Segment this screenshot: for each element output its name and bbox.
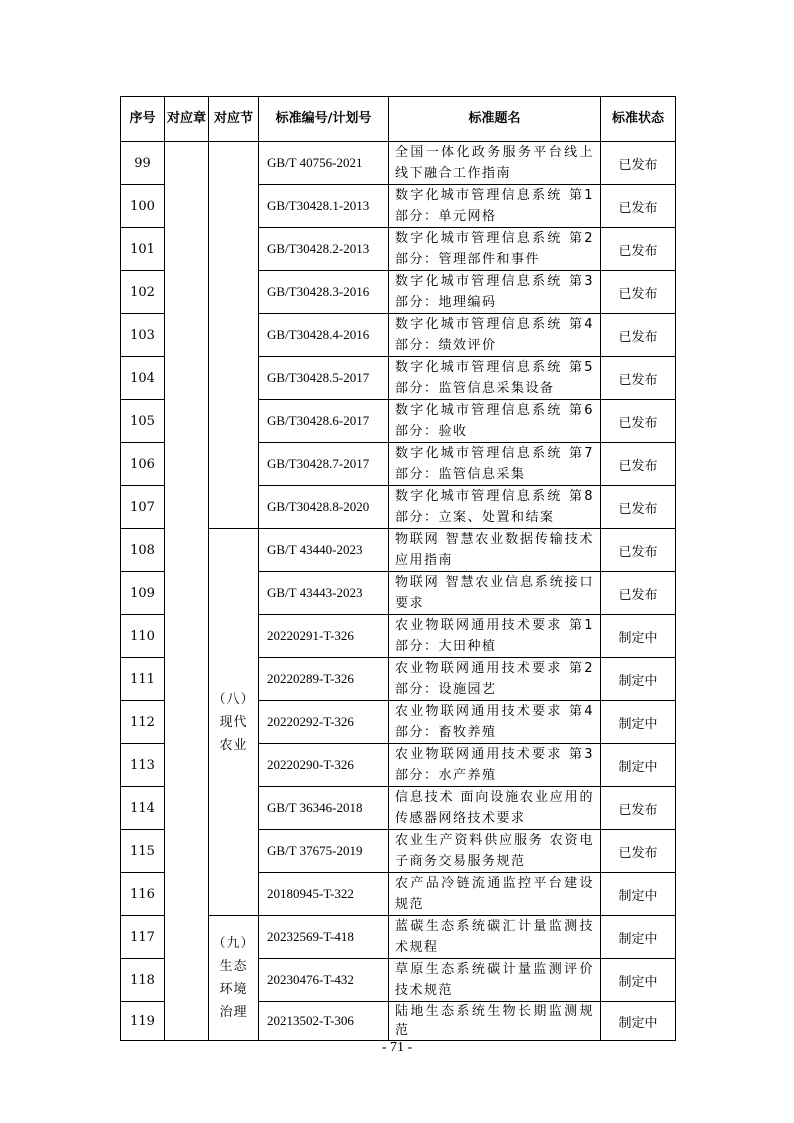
standard-title: 陆地生态系统生物长期监测规范: [389, 1002, 601, 1041]
section-label-line: 现代: [219, 714, 248, 730]
row-number: 110: [121, 615, 165, 658]
standard-status: 已发布: [601, 357, 676, 400]
chapter-cell: [165, 142, 209, 1041]
standard-code: GB/T30428.4-2016: [259, 314, 389, 357]
header-code: 标准编号/计划号: [259, 97, 389, 142]
section-label-line: 环境: [219, 982, 248, 997]
row-number: 117: [121, 916, 165, 959]
standard-status: 制定中: [601, 1002, 676, 1041]
standard-code: GB/T 37675-2019: [259, 830, 389, 873]
standard-status: 已发布: [601, 400, 676, 443]
header-row: [121, 97, 676, 142]
standard-title: 农业物联网通用技术要求 第3部分：水产养殖: [389, 744, 601, 787]
row-number: 104: [121, 357, 165, 400]
row-number: 105: [121, 400, 165, 443]
standard-title: 数字化城市管理信息系统 第2部分：管理部件和事件: [389, 228, 601, 271]
section-cell: [209, 916, 259, 1041]
row-number: 116: [121, 873, 165, 916]
row-number: 113: [121, 744, 165, 787]
standard-status: 制定中: [601, 959, 676, 1002]
standard-code: GB/T30428.2-2013: [259, 228, 389, 271]
standard-status: 制定中: [601, 701, 676, 744]
standard-code: GB/T 43440-2023: [259, 529, 389, 572]
standard-code: GB/T30428.8-2020: [259, 486, 389, 529]
standard-code: GB/T30428.3-2016: [259, 271, 389, 314]
standards-table: [120, 96, 676, 1041]
standard-code: 20180945-T-322: [259, 873, 389, 916]
standard-title: 数字化城市管理信息系统 第6部分：验收: [389, 400, 601, 443]
standard-code: 20220290-T-326: [259, 744, 389, 787]
standard-title: 数字化城市管理信息系统 第5部分：监管信息采集设备: [389, 357, 601, 400]
standard-status: 已发布: [601, 443, 676, 486]
standard-status: 已发布: [601, 185, 676, 228]
standard-title: 蓝碳生态系统碳汇计量监测技术规程: [389, 916, 601, 959]
standard-title: 数字化城市管理信息系统 第3部分：地理编码: [389, 271, 601, 314]
standard-title: 农产品冷链流通监控平台建设规范: [389, 873, 601, 916]
row-number: 112: [121, 701, 165, 744]
standard-code: 20232569-T-418: [259, 916, 389, 959]
section-label-line: 治理: [219, 1005, 248, 1020]
row-number: 109: [121, 572, 165, 615]
row-number: 100: [121, 185, 165, 228]
standard-title: 数字化城市管理信息系统 第8部分：立案、处置和结案: [389, 486, 601, 529]
header-status: 标准状态: [601, 97, 676, 142]
row-number: 103: [121, 314, 165, 357]
row-number: 108: [121, 529, 165, 572]
standard-title: 全国一体化政务服务平台线上线下融合工作指南: [389, 142, 601, 185]
standard-code: GB/T 36346-2018: [259, 787, 389, 830]
standard-code: 20230476-T-432: [259, 959, 389, 1002]
standard-status: 已发布: [601, 529, 676, 572]
standard-status: 已发布: [601, 572, 676, 615]
section-label-line: 农业: [219, 737, 248, 753]
standard-title: 农业物联网通用技术要求 第1部分：大田种植: [389, 615, 601, 658]
standard-title: 数字化城市管理信息系统 第7部分：监管信息采集: [389, 443, 601, 486]
row-number: 115: [121, 830, 165, 873]
standard-title: 草原生态系统碳计量监测评价技术规范: [389, 959, 601, 1002]
standard-status: 制定中: [601, 615, 676, 658]
row-number: 119: [121, 1002, 165, 1041]
standard-code: GB/T30428.1-2013: [259, 185, 389, 228]
standard-status: 已发布: [601, 142, 676, 185]
standard-title: 农业生产资料供应服务 农资电子商务交易服务规范: [389, 830, 601, 873]
table-row: [121, 142, 676, 185]
row-number: 99: [121, 142, 165, 185]
section-label-line: 生态: [219, 959, 248, 974]
standard-status: 已发布: [601, 228, 676, 271]
section-label-line: （八）: [212, 691, 255, 707]
standard-title: 物联网 智慧农业信息系统接口要求: [389, 572, 601, 615]
standard-code: GB/T 40756-2021: [259, 142, 389, 185]
standard-status: 制定中: [601, 873, 676, 916]
header-no: 序号: [121, 97, 165, 142]
standard-status: 已发布: [601, 314, 676, 357]
section-cell: [209, 529, 259, 916]
row-number: 118: [121, 959, 165, 1002]
header-title: 标准题名: [389, 97, 601, 142]
standard-code: 20213502-T-306: [259, 1002, 389, 1041]
standard-code: GB/T30428.5-2017: [259, 357, 389, 400]
row-number: 114: [121, 787, 165, 830]
standard-title: 物联网 智慧农业数据传输技术应用指南: [389, 529, 601, 572]
header-section: 对应节: [209, 97, 259, 142]
standard-status: 已发布: [601, 830, 676, 873]
standard-title: 数字化城市管理信息系统 第4部分：绩效评价: [389, 314, 601, 357]
standard-status: 已发布: [601, 787, 676, 830]
row-number: 106: [121, 443, 165, 486]
section-cell: [209, 142, 259, 529]
standard-status: 制定中: [601, 916, 676, 959]
row-number: 111: [121, 658, 165, 701]
standard-status: 制定中: [601, 658, 676, 701]
standard-code: GB/T 43443-2023: [259, 572, 389, 615]
standard-status: 制定中: [601, 744, 676, 787]
row-number: 101: [121, 228, 165, 271]
section-label-line: （九）: [212, 936, 255, 951]
standard-code: 20220289-T-326: [259, 658, 389, 701]
standard-status: 已发布: [601, 271, 676, 314]
standard-code: 20220292-T-326: [259, 701, 389, 744]
standard-code: 20220291-T-326: [259, 615, 389, 658]
standard-title: 数字化城市管理信息系统 第1部分：单元网格: [389, 185, 601, 228]
standard-status: 已发布: [601, 486, 676, 529]
standard-title: 农业物联网通用技术要求 第4部分：畜牧养殖: [389, 701, 601, 744]
row-number: 107: [121, 486, 165, 529]
standard-code: GB/T30428.6-2017: [259, 400, 389, 443]
standard-code: GB/T30428.7-2017: [259, 443, 389, 486]
standard-title: 信息技术 面向设施农业应用的传感器网络技术要求: [389, 787, 601, 830]
row-number: 102: [121, 271, 165, 314]
header-chapter: 对应章: [165, 97, 209, 142]
standard-title: 农业物联网通用技术要求 第2部分：设施园艺: [389, 658, 601, 701]
page-number: - 71 -: [381, 1040, 413, 1055]
